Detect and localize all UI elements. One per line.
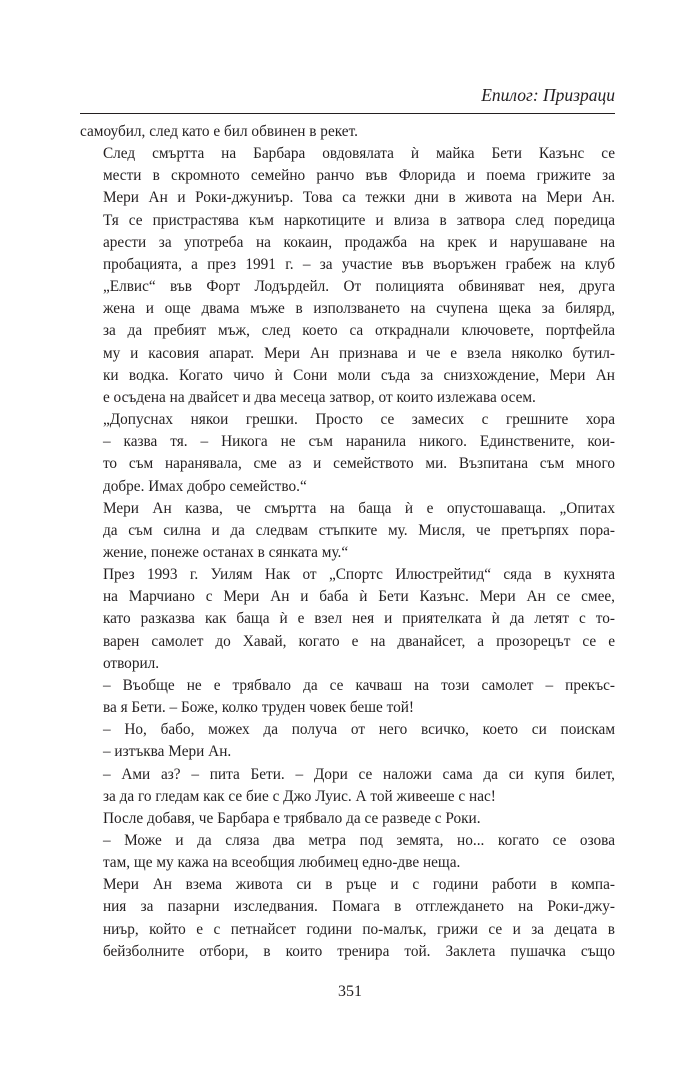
paragraph xyxy=(80,830,615,874)
text-line: – Ами аз? – пита Бети. – Дори се наложи сама да си купя билет, xyxy=(102,765,615,783)
text-line: жена и още двама мъже в използването на счупена щека за билярд, xyxy=(102,300,615,318)
text-line: самоубил, след като е бил обвинен в рекет. xyxy=(80,123,358,140)
text-line: Мери Ан казва, че смъртта на баща ѝ е опустошаваща. „Опитах xyxy=(102,499,615,517)
page-body-text xyxy=(80,121,615,963)
chapter-title: Епилог: Призраци xyxy=(481,85,615,105)
paragraph xyxy=(80,675,615,719)
text-line: жение, понеже останах в сянката му.“ xyxy=(102,543,349,561)
text-line: След смъртта на Барбара овдовялата ѝ майка Бети Казънс се xyxy=(102,145,615,163)
text-line: ния за пазарни изследвания. Помага в отглеждането на Роки-джу- xyxy=(102,898,615,916)
text-line: му и касовия апарат. Мери Ан признава и че е взела няколко бутил- xyxy=(102,344,615,362)
text-line: за да пребият мъж, след което са откраднали ключовете, портфейла xyxy=(102,322,615,340)
text-line: пробацията, а през 1991 г. – за участие във въоръжен грабеж на клуб xyxy=(102,255,615,273)
text-line: „Допуснах някои грешки. Просто се замесих с грешните хора xyxy=(102,411,615,429)
text-line: – Въобще не е трябвало да се качваш на този самолет – прекъс- xyxy=(102,676,615,694)
paragraph xyxy=(80,409,615,498)
text-line: като разказва как баща ѝ е взел нея и приятелката ѝ да летят с то- xyxy=(102,610,615,628)
running-header xyxy=(80,85,615,114)
paragraph xyxy=(80,564,615,675)
paragraph xyxy=(80,143,615,409)
text-line: там, ще му кажа на всеобщия любимец едно-две неща. xyxy=(102,854,461,872)
paragraph xyxy=(80,719,615,763)
paragraph xyxy=(80,764,615,808)
paragraph xyxy=(80,121,615,143)
paragraph xyxy=(80,874,615,963)
paragraph xyxy=(80,498,615,564)
text-line: арести за употреба на кокаин, продажба на крек и нарушаване на xyxy=(102,233,615,251)
text-line: Мери Ан взема живота си в ръце и с години работи в компа- xyxy=(102,876,615,894)
text-line: – Може и да сляза два метра под земята, но... когато се озова xyxy=(102,832,615,849)
text-line: ниър, който е с петнайсет години по-малък, грижи се и за децата в xyxy=(102,920,615,938)
text-line: на Марчиано с Мери Ан и баба ѝ Бети Казънс. Мери Ан се смее, xyxy=(102,588,615,606)
text-line: ва я Бети. – Боже, колко труден човек беше той! xyxy=(102,699,414,717)
text-line: Мери Ан и Роки-джуниър. Това са тежки дни в живота на Мери Ан. xyxy=(102,189,615,207)
paragraph xyxy=(80,808,615,830)
page-number: 351 xyxy=(338,983,362,1000)
text-line: После добавя, че Барбара е трябвало да се разведе с Роки. xyxy=(102,809,481,827)
text-line: отворил. xyxy=(102,654,160,672)
text-line: добре. Имах добро семейство.“ xyxy=(102,477,307,495)
text-line: Тя се пристрастява към наркотиците и влиза в затвора след поредица xyxy=(102,211,615,229)
text-line: е осъдена на двайсет и два месеца затвор, от които излежава осем. xyxy=(102,388,536,406)
text-line: да съм силна и да следвам стъпките му. Мисля, че претърпях пора- xyxy=(102,521,615,539)
text-line: то съм наранявала, сме аз и семейството ми. Възпитана съм много xyxy=(102,455,615,473)
text-line: – Но, бабо, можех да получа от него всичко, което си поискам xyxy=(102,721,615,739)
text-line: – изтъква Мери Ан. xyxy=(102,743,232,761)
text-line: „Елвис“ във Форт Лодърдейл. От полицията обвиняват нея, друга xyxy=(102,278,615,296)
text-line: мести в скромното семейно ранчо във Флорида и поема грижите за xyxy=(102,167,615,185)
text-line: за да го гледам как се бие с Джо Луис. А той живееше с нас! xyxy=(102,787,496,805)
text-line: варен самолет до Хавай, когато е на дванайсет, а прозорецът се е xyxy=(102,632,615,650)
text-line: – казва тя. – Никога не съм наранила никого. Единствените, кои- xyxy=(102,433,615,451)
text-line: През 1993 г. Уилям Нак от „Спортс Илюстрейтид“ сяда в кухнята xyxy=(102,566,615,584)
text-line: бейзболните отбори, в които тренира той. Заклета пушачка също xyxy=(102,942,615,960)
text-line: ки водка. Когато чичо ѝ Сони моли съда за снизхождение, Мери Ан xyxy=(102,366,615,384)
